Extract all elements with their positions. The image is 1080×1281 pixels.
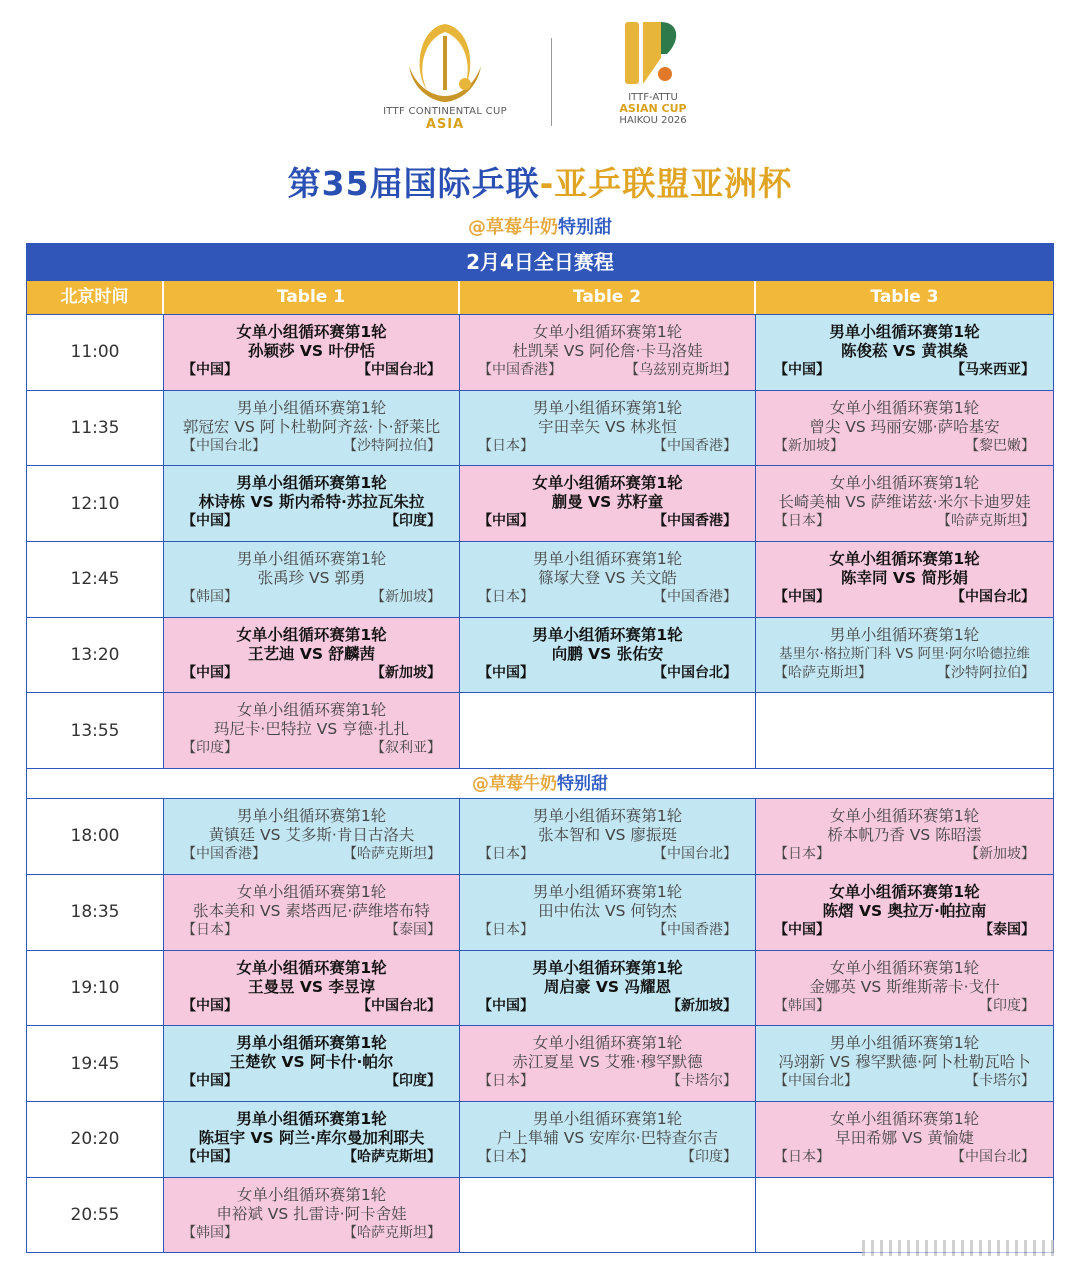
match-cell — [164, 466, 460, 541]
match-teams — [756, 845, 1053, 864]
logo-right-line3: HAIKOU 2026 — [619, 115, 687, 126]
match-teams — [756, 437, 1053, 456]
match-cell — [164, 951, 460, 1026]
match-players: 杜凯琹 VS 阿伦詹·卡马洛娃 — [512, 342, 703, 360]
schedule-row — [27, 798, 1053, 874]
team1-label: 【中国】 — [478, 664, 534, 681]
time-cell: 13:55 — [27, 693, 164, 768]
team1-label: 【日本】 — [774, 1148, 830, 1165]
column-header-row — [27, 281, 1053, 314]
team2-label: 【泰国】 — [979, 921, 1035, 938]
match-title: 男单小组循环赛第1轮 — [532, 1109, 683, 1128]
match-title: 男单小组循环赛第1轮 — [532, 882, 683, 901]
match-players: 申裕斌 VS 扎雷诗·阿卡舍娃 — [216, 1204, 407, 1223]
match-players: 冯翊新 VS 穆罕默德·阿卜杜勒瓦哈卜 — [778, 1053, 1031, 1072]
team2-label: 【新加坡】 — [371, 589, 441, 606]
match-title: 女单小组循环赛第1轮 — [829, 474, 980, 493]
team2-label: 【新加坡】 — [667, 997, 737, 1014]
match-players: 张禹珍 VS 郭勇 — [257, 569, 366, 588]
match-title: 女单小组循环赛第1轮 — [829, 550, 980, 569]
match-players: 陈幸同 VS 简彤娟 — [841, 569, 968, 588]
match-teams — [756, 1072, 1053, 1091]
match-cell — [164, 693, 460, 768]
page-title — [0, 158, 1080, 205]
match-teams — [164, 997, 459, 1016]
team2-label: 【哈萨克斯坦】 — [343, 1148, 441, 1165]
team1-label: 【韩国】 — [182, 1224, 238, 1241]
match-cell — [460, 618, 756, 693]
team2-label: 【印度】 — [979, 997, 1035, 1014]
match-players: 王楚钦 VS 阿卡什·帕尔 — [229, 1053, 394, 1072]
match-cell — [460, 1102, 756, 1177]
match-title: 女单小组循环赛第1轮 — [532, 474, 683, 493]
match-players: 周启豪 VS 冯耀恩 — [544, 977, 671, 996]
time-cell: 11:35 — [27, 391, 164, 466]
watermark — [0, 213, 1080, 239]
match-cell — [460, 1026, 756, 1101]
match-teams — [460, 437, 755, 456]
match-players: 陈垣宇 VS 阿兰·库尔曼加利耶夫 — [198, 1128, 425, 1147]
match-cell — [756, 315, 1053, 390]
match-teams — [164, 512, 459, 531]
team1-label: 【日本】 — [182, 921, 238, 938]
match-title: 女单小组循环赛第1轮 — [236, 1185, 387, 1204]
empty-cell — [460, 693, 756, 768]
team1-label: 【中国】 — [182, 362, 238, 378]
asian-cup-emblem-icon — [623, 18, 683, 90]
logo-divider — [551, 38, 552, 126]
match-cell — [460, 951, 756, 1026]
match-teams — [756, 664, 1053, 683]
logo-left-line1: ITTF CONTINENTAL CUP — [383, 106, 507, 117]
match-players: 王艺迪 VS 舒麟茜 — [248, 644, 375, 663]
schedule-row — [27, 692, 1053, 768]
match-players: 金娜英 VS 斯维斯蒂卡·戈什 — [809, 977, 1000, 996]
match-teams — [460, 1072, 755, 1091]
title-part2: -亚乒联盟亚洲杯 — [539, 164, 793, 203]
time-cell: 18:35 — [27, 875, 164, 950]
team1-label: 【日本】 — [478, 1148, 534, 1165]
match-title: 男单小组循环赛第1轮 — [236, 807, 387, 826]
match-title: 男单小组循环赛第1轮 — [236, 1034, 387, 1053]
match-title: 男单小组循环赛第1轮 — [532, 550, 683, 569]
match-players: 基里尔·格拉斯门科 VS 阿里·阿尔哈德拉维 — [779, 645, 1030, 662]
match-players: 郭冠宏 VS 阿卜杜勒阿齐兹·卜·舒莱比 — [182, 417, 441, 436]
date-banner: 2月4日全日赛程 — [27, 244, 1053, 281]
schedule-row — [27, 314, 1053, 390]
match-players: 桥本帆乃香 VS 陈昭澐 — [827, 826, 982, 845]
team2-label: 【哈萨克斯坦】 — [937, 513, 1035, 530]
team1-label: 【中国】 — [774, 362, 830, 378]
match-teams — [756, 512, 1053, 531]
match-teams — [164, 1072, 459, 1091]
team2-label: 【中国台北】 — [951, 589, 1035, 606]
match-teams — [164, 739, 459, 758]
team2-label: 【马来西亚】 — [951, 362, 1035, 378]
match-teams — [164, 1224, 459, 1243]
match-teams — [460, 845, 755, 864]
match-players: 蒯曼 VS 苏籽童 — [551, 493, 664, 512]
match-cell — [164, 1102, 460, 1177]
match-title: 男单小组循环赛第1轮 — [236, 550, 387, 569]
column-header-table1: Table 1 — [164, 281, 460, 314]
match-players: 赤江夏星 VS 艾雅·穆罕默德 — [512, 1053, 703, 1072]
schedule-row — [27, 390, 1053, 466]
match-title: 女单小组循环赛第1轮 — [829, 1109, 980, 1128]
match-cell — [460, 875, 756, 950]
match-players: 宇田幸矢 VS 林兆恒 — [538, 417, 677, 436]
match-teams — [460, 512, 755, 531]
schedule-row — [27, 465, 1053, 541]
match-teams — [756, 588, 1053, 607]
mid-watermark — [27, 768, 1053, 798]
match-cell — [164, 391, 460, 466]
match-title: 女单小组循环赛第1轮 — [236, 958, 387, 977]
match-players: 王曼昱 VS 李昱谆 — [248, 977, 375, 996]
team2-label: 【中国香港】 — [653, 921, 737, 938]
match-players: 曾尖 VS 玛丽安娜·萨哈基安 — [809, 417, 1000, 436]
column-header-table2: Table 2 — [460, 281, 756, 314]
time-cell: 12:45 — [27, 542, 164, 617]
team1-label: 【中国台北】 — [182, 437, 266, 454]
match-title: 女单小组循环赛第1轮 — [829, 882, 980, 901]
match-players: 向鹏 VS 张佑安 — [551, 644, 664, 663]
match-teams — [164, 1148, 459, 1167]
match-players: 黄镇廷 VS 艾多斯·肯日古洛夫 — [208, 826, 415, 845]
match-title: 女单小组循环赛第1轮 — [829, 398, 980, 417]
team1-label: 【中国】 — [182, 664, 238, 681]
match-players: 陈俊菘 VS 黄祺燊 — [841, 342, 968, 360]
match-cell — [164, 1178, 460, 1253]
time-cell: 20:55 — [27, 1178, 164, 1253]
mid-watermark-gold: @草莓牛奶 — [472, 774, 557, 795]
team2-label: 【印度】 — [681, 1148, 737, 1165]
team1-label: 【中国】 — [478, 513, 534, 530]
match-cell — [756, 542, 1053, 617]
time-cell: 19:45 — [27, 1026, 164, 1101]
team2-label: 【黎巴嫩】 — [965, 437, 1035, 454]
match-players: 田中佑汰 VS 何钧杰 — [538, 901, 677, 920]
match-title: 男单小组循环赛第1轮 — [532, 807, 683, 826]
team1-label: 【中国】 — [774, 589, 830, 606]
logo-left-line2: ASIA — [425, 117, 465, 132]
column-header-table3: Table 3 — [870, 287, 939, 307]
match-players: 长崎美柚 VS 萨维诺兹·米尔卡迪罗娃 — [778, 493, 1031, 512]
match-teams — [460, 997, 755, 1016]
team1-label: 【中国】 — [182, 1148, 238, 1165]
match-cell — [164, 1026, 460, 1101]
team2-label: 【哈萨克斯坦】 — [343, 846, 441, 863]
match-cell — [756, 391, 1053, 466]
column-header-time: 北京时间 — [27, 281, 164, 314]
match-teams — [756, 1148, 1053, 1167]
match-players: 张本美和 VS 素塔西尼·萨维塔布特 — [193, 901, 430, 920]
time-cell: 20:20 — [27, 1102, 164, 1177]
match-cell — [756, 951, 1053, 1026]
match-teams — [164, 845, 459, 864]
match-players: 张本智和 VS 廖振珽 — [538, 826, 677, 845]
team2-label: 【哈萨克斯坦】 — [343, 1224, 441, 1241]
title-part1: 第35届国际乒联 — [287, 164, 540, 203]
match-title: 男单小组循环赛第1轮 — [236, 474, 387, 493]
empty-cell — [460, 1178, 756, 1253]
match-cell — [164, 618, 460, 693]
match-teams — [756, 361, 1053, 380]
team2-label: 【沙特阿拉伯】 — [937, 664, 1035, 681]
match-cell — [460, 391, 756, 466]
match-title: 男单小组循环赛第1轮 — [532, 958, 683, 977]
match-players: 孙颖莎 VS 叶伊恬 — [248, 342, 375, 360]
team1-label: 【中国】 — [182, 513, 238, 530]
team2-label: 【中国香港】 — [653, 513, 737, 530]
match-cell — [460, 315, 756, 390]
match-teams — [164, 921, 459, 940]
team1-label: 【中国】 — [478, 997, 534, 1014]
time-cell: 19:10 — [27, 951, 164, 1026]
team2-label: 【新加坡】 — [371, 664, 441, 681]
match-title: 女单小组循环赛第1轮 — [236, 323, 387, 341]
team2-label: 【印度】 — [385, 513, 441, 530]
session-morning — [27, 314, 1053, 768]
team1-label: 【日本】 — [478, 921, 534, 938]
match-players: 篠塚大登 VS 关文皓 — [538, 569, 677, 588]
match-players: 玛尼卡·巴特拉 VS 亨德·扎扎 — [213, 720, 410, 739]
match-title: 女单小组循环赛第1轮 — [236, 882, 387, 901]
match-teams — [756, 921, 1053, 940]
team2-label: 【印度】 — [385, 1073, 441, 1090]
time-cell: 11:00 — [27, 315, 164, 390]
match-teams — [164, 437, 459, 456]
team1-label: 【新加坡】 — [774, 437, 844, 454]
match-teams — [164, 664, 459, 683]
team2-label: 【中国台北】 — [653, 664, 737, 681]
match-teams — [460, 664, 755, 683]
match-teams — [460, 588, 755, 607]
match-cell — [164, 875, 460, 950]
session-evening — [27, 798, 1053, 1252]
schedule-row — [27, 1025, 1053, 1101]
match-title: 女单小组循环赛第1轮 — [829, 807, 980, 826]
team1-label: 【韩国】 — [182, 589, 238, 606]
logo-right-line1: ITTF-ATTU — [628, 92, 678, 103]
match-cell — [460, 542, 756, 617]
match-cell — [164, 542, 460, 617]
match-players: 户上隼辅 VS 安库尔·巴特查尔吉 — [496, 1128, 719, 1147]
match-teams — [164, 361, 459, 380]
match-cell — [756, 466, 1053, 541]
continental-cup-emblem-icon — [399, 18, 491, 104]
team2-label: 【中国香港】 — [653, 437, 737, 454]
match-title: 女单小组循环赛第1轮 — [829, 958, 980, 977]
decorative-dots — [862, 1240, 1057, 1256]
match-cell — [460, 466, 756, 541]
match-teams — [460, 361, 755, 380]
match-title: 男单小组循环赛第1轮 — [532, 625, 683, 644]
match-cell — [164, 799, 460, 874]
team1-label: 【日本】 — [478, 589, 534, 606]
match-title: 男单小组循环赛第1轮 — [829, 625, 980, 644]
team2-label: 【中国台北】 — [653, 846, 737, 863]
team1-label: 【日本】 — [478, 437, 534, 454]
match-title: 男单小组循环赛第1轮 — [532, 398, 683, 417]
match-title: 男单小组循环赛第1轮 — [236, 398, 387, 417]
mid-watermark-blue: 特别甜 — [557, 774, 608, 795]
schedule-table — [26, 243, 1054, 1253]
match-cell — [164, 315, 460, 390]
team1-label: 【中国】 — [182, 997, 238, 1014]
match-teams — [460, 921, 755, 940]
match-title: 女单小组循环赛第1轮 — [236, 701, 387, 720]
match-cell — [756, 875, 1053, 950]
team1-label: 【韩国】 — [774, 997, 830, 1014]
match-title: 女单小组循环赛第1轮 — [532, 323, 683, 341]
time-cell: 13:20 — [27, 618, 164, 693]
match-cell — [756, 1026, 1053, 1101]
schedule-row — [27, 1101, 1053, 1177]
match-cell — [756, 1102, 1053, 1177]
time-cell: 18:00 — [27, 799, 164, 874]
match-title: 男单小组循环赛第1轮 — [829, 1034, 980, 1053]
team2-label: 【中国台北】 — [357, 362, 441, 378]
schedule-row — [27, 950, 1053, 1026]
time-cell: 12:10 — [27, 466, 164, 541]
logo-right-line2: ASIAN CUP — [619, 102, 687, 115]
team1-label: 【日本】 — [478, 846, 534, 863]
team1-label: 【中国】 — [182, 1073, 238, 1090]
team2-label: 【乌兹别克斯坦】 — [625, 362, 737, 378]
match-cell — [756, 799, 1053, 874]
schedule-row — [27, 874, 1053, 950]
team1-label: 【中国香港】 — [478, 362, 562, 378]
match-title: 男单小组循环赛第1轮 — [829, 323, 980, 341]
watermark-blue: 特别甜 — [558, 217, 612, 238]
match-players: 早田希娜 VS 黄愉婕 — [835, 1128, 974, 1147]
team2-label: 【泰国】 — [385, 921, 441, 938]
team1-label: 【日本】 — [774, 846, 830, 863]
match-title: 女单小组循环赛第1轮 — [532, 1034, 683, 1053]
team2-label: 【卡塔尔】 — [965, 1073, 1035, 1090]
team2-label: 【叙利亚】 — [371, 740, 441, 757]
ittf-continental-cup-logo — [370, 18, 520, 143]
match-title: 男单小组循环赛第1轮 — [236, 1109, 387, 1128]
team1-label: 【中国香港】 — [182, 846, 266, 863]
match-players: 陈熠 VS 奥拉万·帕拉南 — [822, 901, 987, 920]
team2-label: 【新加坡】 — [965, 846, 1035, 863]
team1-label: 【日本】 — [478, 1073, 534, 1090]
team2-label: 【中国台北】 — [357, 997, 441, 1014]
team2-label: 【卡塔尔】 — [667, 1073, 737, 1090]
watermark-gold: @草莓牛奶 — [468, 217, 558, 238]
team2-label: 【沙特阿拉伯】 — [343, 437, 441, 454]
header — [0, 0, 1080, 152]
team1-label: 【日本】 — [774, 513, 830, 530]
match-title: 女单小组循环赛第1轮 — [236, 625, 387, 644]
schedule-row — [27, 617, 1053, 693]
team2-label: 【中国香港】 — [653, 589, 737, 606]
team1-label: 【印度】 — [182, 740, 238, 757]
match-teams — [756, 997, 1053, 1016]
team1-label: 【哈萨克斯坦】 — [774, 664, 872, 681]
team1-label: 【中国】 — [774, 921, 830, 938]
match-cell — [460, 799, 756, 874]
team1-label: 【中国台北】 — [774, 1073, 858, 1090]
match-cell — [756, 618, 1053, 693]
empty-cell — [756, 693, 1053, 768]
match-players: 林诗栋 VS 斯内希特·苏拉瓦朱拉 — [198, 493, 425, 512]
match-teams — [164, 588, 459, 607]
match-teams — [460, 1148, 755, 1167]
asian-cup-logo — [598, 18, 708, 143]
schedule-row — [27, 541, 1053, 617]
team2-label: 【中国台北】 — [951, 1148, 1035, 1165]
